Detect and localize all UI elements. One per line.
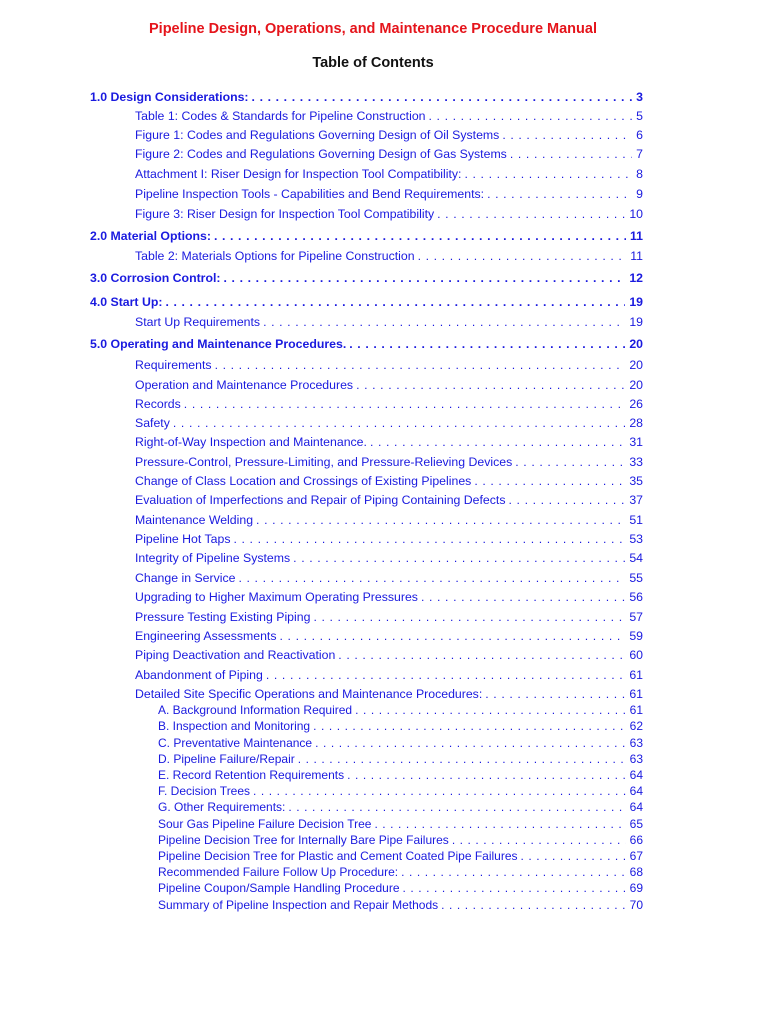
- toc-entry-label: 5.0 Operating and Maintenance Procedures.: [90, 337, 347, 351]
- toc-dot-leader: [315, 736, 626, 750]
- toc-dot-leader: [403, 881, 626, 895]
- toc-dot-leader: [238, 571, 625, 585]
- toc-entry-level-1[interactable]: [90, 337, 643, 351]
- toc-entry-label: 3.0 Corrosion Control:: [90, 271, 221, 285]
- toc-entry-level-3[interactable]: [158, 833, 643, 847]
- toc-entry-page-number: 20: [629, 337, 643, 351]
- toc-entry-label: Pipeline Decision Tree for Internally Bare Pipe Failures: [158, 833, 449, 847]
- toc-dot-leader: [421, 590, 625, 604]
- toc-entry-label: Piping Deactivation and Reactivation: [135, 648, 336, 662]
- toc-entry-level-2[interactable]: [135, 513, 643, 527]
- toc-entry-level-2[interactable]: [135, 687, 643, 701]
- toc-entry-label: F. Decision Trees: [158, 784, 251, 798]
- toc-entry-page-number: 70: [629, 898, 643, 912]
- toc-dot-leader: [441, 898, 625, 912]
- toc-entry-label: E. Record Retention Requirements: [158, 768, 345, 782]
- toc-entry-label: 1.0 Design Considerations:: [90, 90, 249, 104]
- toc-entry-level-2[interactable]: [135, 147, 643, 161]
- toc-dot-leader: [464, 167, 632, 181]
- toc-entry-label: Table 1: Codes & Standards for Pipeline Construction: [135, 109, 426, 123]
- toc-entry-level-2[interactable]: [135, 128, 643, 142]
- toc-dot-leader: [184, 397, 626, 411]
- toc-dot-leader: [253, 784, 626, 798]
- toc-dot-leader: [263, 315, 625, 329]
- toc-entry-page-number: 59: [629, 629, 643, 643]
- toc-entry-level-2[interactable]: [135, 397, 643, 411]
- toc-entry-level-1[interactable]: [90, 90, 643, 104]
- toc-entry-level-2[interactable]: [135, 551, 643, 565]
- toc-entry-page-number: 57: [629, 610, 643, 624]
- toc-entry-level-1[interactable]: [90, 229, 643, 243]
- toc-dot-leader: [374, 817, 625, 831]
- toc-entry-label: Figure 1: Codes and Regulations Governing Design of Oil Systems: [135, 128, 500, 142]
- toc-entry-page-number: 68: [629, 865, 643, 879]
- toc-entry-page-number: 20: [629, 378, 643, 392]
- toc-entry-label: Attachment I: Riser Design for Inspection Tool Compatibility:: [135, 167, 462, 181]
- toc-entry-page-number: 11: [630, 249, 643, 263]
- toc-entry-level-2[interactable]: [135, 610, 643, 624]
- toc-heading: Table of Contents: [312, 55, 434, 71]
- toc-entry-label: Sour Gas Pipeline Failure Decision Tree: [158, 817, 372, 831]
- toc-dot-leader: [355, 703, 626, 717]
- toc-entry-level-2[interactable]: [135, 207, 643, 221]
- toc-entry-page-number: 6: [636, 128, 643, 142]
- toc-entry-label: Table 2: Materials Options for Pipeline Construction: [135, 249, 415, 263]
- toc-entry-level-3[interactable]: [158, 719, 643, 733]
- toc-dot-leader: [356, 378, 625, 392]
- toc-entry-label: Engineering Assessments: [135, 629, 277, 643]
- toc-dot-leader: [418, 249, 627, 263]
- toc-entry-page-number: 64: [629, 784, 643, 798]
- toc-entry-page-number: 19: [629, 315, 643, 329]
- toc-entry-level-3[interactable]: [158, 800, 643, 814]
- toc-entry-label: C. Preventative Maintenance: [158, 736, 313, 750]
- toc-dot-leader: [370, 435, 625, 449]
- toc-entry-level-2[interactable]: [135, 249, 643, 263]
- toc-dot-leader: [266, 668, 625, 682]
- toc-dot-leader: [521, 849, 626, 863]
- toc-dot-leader: [298, 752, 626, 766]
- toc-entry-level-2[interactable]: [135, 571, 643, 585]
- toc-entry-page-number: 33: [629, 455, 643, 469]
- toc-entry-label: Pipeline Hot Taps: [135, 532, 231, 546]
- toc-entry-page-number: 28: [629, 416, 643, 430]
- toc-entry-page-number: 19: [629, 295, 643, 309]
- toc-entry-label: 4.0 Start Up:: [90, 295, 163, 309]
- toc-dot-leader: [510, 147, 632, 161]
- toc-entry-page-number: 61: [629, 668, 643, 682]
- toc-entry-level-2[interactable]: [135, 358, 643, 372]
- toc-dot-leader: [338, 648, 625, 662]
- toc-entry-level-2[interactable]: [135, 378, 643, 392]
- toc-entry-page-number: 31: [629, 435, 643, 449]
- toc-entry-label: B. Inspection and Monitoring: [158, 719, 311, 733]
- toc-entry-page-number: 64: [629, 800, 643, 814]
- toc-entry-page-number: 10: [629, 207, 643, 221]
- toc-dot-leader: [293, 551, 625, 565]
- toc-dot-leader: [474, 474, 625, 488]
- toc-dot-leader: [288, 800, 625, 814]
- toc-dot-leader: [233, 532, 625, 546]
- toc-entry-page-number: 61: [629, 703, 643, 717]
- toc-dot-leader: [165, 295, 625, 309]
- toc-entry-level-3[interactable]: [158, 784, 643, 798]
- toc-dot-leader: [437, 207, 625, 221]
- toc-entry-label: Pressure-Control, Pressure-Limiting, and Pressure-Relieving Devices: [135, 455, 513, 469]
- toc-entry-page-number: 66: [629, 833, 643, 847]
- toc-entry-level-2[interactable]: [135, 435, 643, 449]
- toc-entry-page-number: 35: [629, 474, 643, 488]
- toc-entry-page-number: 54: [629, 551, 643, 565]
- toc-entry-label: Change of Class Location and Crossings of Existing Pipelines: [135, 474, 472, 488]
- toc-dot-leader: [215, 358, 626, 372]
- toc-entry-level-3[interactable]: [158, 752, 643, 766]
- toc-dot-leader: [224, 271, 626, 285]
- toc-dot-leader: [502, 128, 632, 142]
- toc-entry-level-2[interactable]: [135, 315, 643, 329]
- toc-entry-page-number: 12: [629, 271, 643, 285]
- toc-dot-leader: [515, 455, 625, 469]
- toc-entry-label: Start Up Requirements: [135, 315, 261, 329]
- toc-entry-level-2[interactable]: [135, 590, 643, 604]
- toc-entry-page-number: 7: [636, 147, 643, 161]
- toc-dot-leader: [173, 416, 625, 430]
- toc-dot-leader: [509, 493, 626, 507]
- toc-entry-page-number: 65: [629, 817, 643, 831]
- toc-entry-level-3[interactable]: [158, 898, 643, 912]
- toc-entry-label: Figure 2: Codes and Regulations Governing Design of Gas Systems: [135, 147, 507, 161]
- toc-entry-level-1[interactable]: [90, 295, 643, 309]
- toc-entry-level-3[interactable]: [158, 849, 643, 863]
- toc-entry-page-number: 69: [629, 881, 643, 895]
- toc-entry-page-number: 55: [629, 571, 643, 585]
- toc-entry-level-2[interactable]: [135, 167, 643, 181]
- toc-dot-leader: [214, 229, 626, 243]
- toc-dot-leader: [487, 187, 632, 201]
- toc-entry-page-number: 11: [630, 229, 643, 243]
- toc-entry-label: D. Pipeline Failure/Repair: [158, 752, 295, 766]
- toc-entry-label: Recommended Failure Follow Up Procedure:: [158, 865, 399, 879]
- toc-entry-label: Maintenance Welding: [135, 513, 254, 527]
- toc-entry-page-number: 56: [629, 590, 643, 604]
- toc-dot-leader: [349, 337, 625, 351]
- toc-entry-level-2[interactable]: [135, 455, 643, 469]
- toc-entry-page-number: 3: [636, 90, 643, 104]
- toc-entry-page-number: 53: [629, 532, 643, 546]
- toc-entry-level-2[interactable]: [135, 668, 643, 682]
- toc-entry-page-number: 67: [629, 849, 643, 863]
- toc-entry-label: Detailed Site Specific Operations and Maintenance Procedures:: [135, 687, 483, 701]
- toc-entry-page-number: 63: [629, 752, 643, 766]
- toc-entry-page-number: 64: [629, 768, 643, 782]
- toc-entry-level-2[interactable]: [135, 187, 643, 201]
- toc-dot-leader: [401, 865, 626, 879]
- toc-entry-label: Abandonment of Piping: [135, 668, 263, 682]
- toc-entry-label: G. Other Requirements:: [158, 800, 286, 814]
- toc-entry-level-1[interactable]: [90, 271, 643, 285]
- toc-entry-page-number: 5: [636, 109, 643, 123]
- toc-entry-level-3[interactable]: [158, 703, 643, 717]
- document-title: Pipeline Design, Operations, and Maintenance Procedure Manual: [149, 21, 597, 37]
- toc-entry-label: Change in Service: [135, 571, 236, 585]
- toc-entry-page-number: 9: [636, 187, 643, 201]
- toc-entry-label: Right-of-Way Inspection and Maintenance.: [135, 435, 367, 449]
- toc-entry-page-number: 63: [629, 736, 643, 750]
- toc-entry-page-number: 26: [629, 397, 643, 411]
- toc-entry-level-3[interactable]: [158, 817, 643, 831]
- toc-entry-label: Safety: [135, 416, 170, 430]
- toc-entry-label: Requirements: [135, 358, 212, 372]
- toc-entry-page-number: 62: [629, 719, 643, 733]
- toc-entry-page-number: 61: [629, 687, 643, 701]
- toc-entry-level-3[interactable]: [158, 768, 643, 782]
- toc-entry-level-2[interactable]: [135, 648, 643, 662]
- toc-entry-label: Pipeline Decision Tree for Plastic and Cement Coated Pipe Failures: [158, 849, 518, 863]
- toc-entry-label: Operation and Maintenance Procedures: [135, 378, 354, 392]
- toc-entry-level-3[interactable]: [158, 736, 643, 750]
- toc-dot-leader: [347, 768, 626, 782]
- toc-entry-page-number: 60: [629, 648, 643, 662]
- toc-entry-label: Evaluation of Imperfections and Repair of Piping Containing Defects: [135, 493, 506, 507]
- toc-entry-level-2[interactable]: [135, 474, 643, 488]
- toc-dot-leader: [313, 719, 626, 733]
- toc-entry-level-2[interactable]: [135, 493, 643, 507]
- toc-entry-page-number: 51: [629, 513, 643, 527]
- toc-entry-page-number: 20: [629, 358, 643, 372]
- toc-entry-label: Figure 3: Riser Design for Inspection Tool Compatibility: [135, 207, 435, 221]
- toc-entry-level-3[interactable]: [158, 865, 643, 879]
- toc-entry-level-2[interactable]: [135, 629, 643, 643]
- toc-entry-label: Records: [135, 397, 181, 411]
- toc-entry-level-2[interactable]: [135, 109, 643, 123]
- toc-dot-leader: [256, 513, 625, 527]
- toc-dot-leader: [429, 109, 633, 123]
- toc-entry-label: Pipeline Coupon/Sample Handling Procedure: [158, 881, 400, 895]
- toc-entry-page-number: 37: [629, 493, 643, 507]
- toc-dot-leader: [452, 833, 626, 847]
- toc-entry-label: 2.0 Material Options:: [90, 229, 211, 243]
- toc-entry-label: Summary of Pipeline Inspection and Repair Methods: [158, 898, 439, 912]
- toc-dot-leader: [313, 610, 625, 624]
- toc-entry-level-2[interactable]: [135, 532, 643, 546]
- toc-entry-label: Pipeline Inspection Tools - Capabilities and Bend Requirements:: [135, 187, 485, 201]
- toc-entry-page-number: 8: [636, 167, 643, 181]
- toc-dot-leader: [280, 629, 626, 643]
- toc-entry-label: Pressure Testing Existing Piping: [135, 610, 311, 624]
- toc-dot-leader: [252, 90, 633, 104]
- toc-entry-level-3[interactable]: [158, 881, 643, 895]
- toc-dot-leader: [485, 687, 625, 701]
- toc-entry-level-2[interactable]: [135, 416, 643, 430]
- toc-entry-label: Integrity of Pipeline Systems: [135, 551, 291, 565]
- toc-entry-label: A. Background Information Required: [158, 703, 353, 717]
- toc-entry-label: Upgrading to Higher Maximum Operating Pressures: [135, 590, 418, 604]
